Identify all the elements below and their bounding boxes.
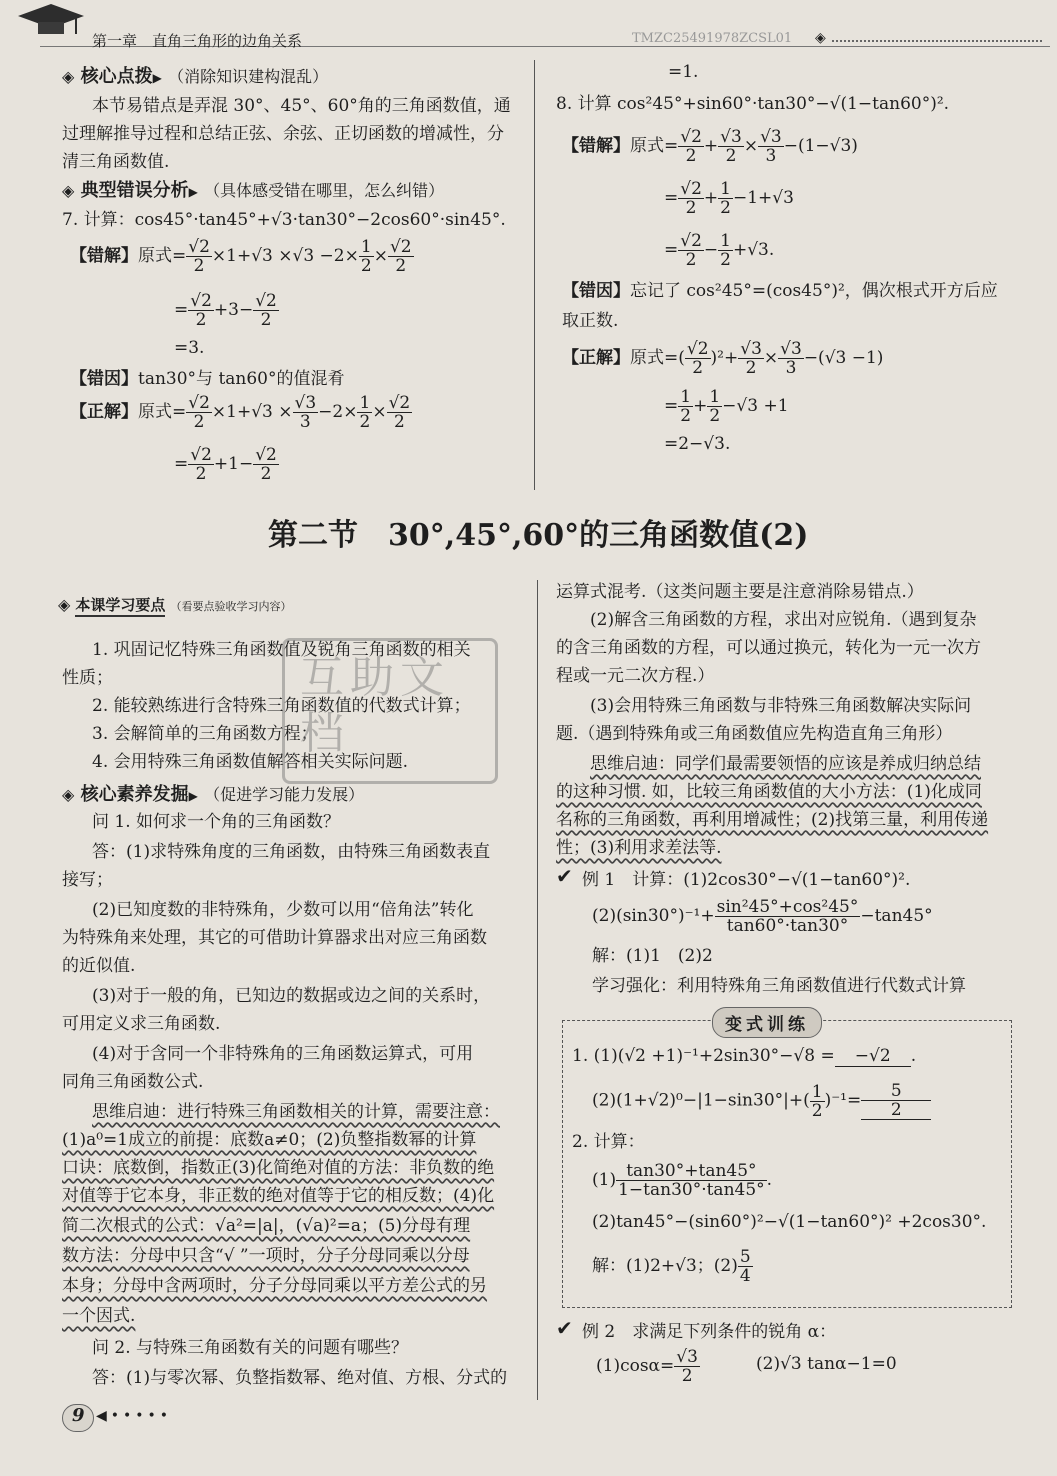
content-line-3: 的含三角函数的方程，可以通过换元，转化为一元一次方 — [556, 638, 981, 658]
q8-wrong-line-2: = $\frac{√2}{2}$ + $\frac{1}{2}$ −1+√3 — [664, 179, 794, 218]
r-thinking-line-4: 性；(3)利用求差法等. — [556, 838, 722, 858]
q7-wrong-line-1: 【错解】原式= $\frac{√2}{2}$ ×1+√3 ×√3 −2× $\frac{1}{2}$ × $\frac{√2}{2}$ — [70, 237, 412, 276]
thinking-line-7: 本身；分母中含两项时，分子分母同乘以平方差公式的另 — [62, 1276, 487, 1296]
sun-icon: ◈ — [62, 785, 75, 804]
key-point-2: 2. 能较熟练进行含特殊三角函数值的代数式计算； — [92, 696, 471, 716]
section-title: 第二节 30°,45°,60°的三角函数值(2) — [268, 518, 809, 553]
r-thinking-line-2: 的这种习惯. 如，比较三角函数值的大小方法：(1)化成同 — [556, 782, 982, 802]
dotted-rule — [832, 40, 1042, 42]
arrow-icon: ▶ — [188, 789, 198, 803]
content-line-4: 程或一元二次方程.） — [556, 666, 715, 686]
question-7: 7. 计算：cos45°·tan45°+√3·tan30°−2cos60°·sin45°. — [62, 210, 506, 230]
practice-1b-answer[interactable]: $\frac{5}{2}$ — [861, 1082, 931, 1120]
core-line-1: 本节易错点是弄混 30°、45°、60°角的三角函数值，通 — [92, 96, 511, 116]
thinking-line-4: 对值等于它本身，非正数的绝对值等于它的相反数；(4)化 — [62, 1186, 495, 1206]
content-line-2: (2)解含三角函数的方程，求出对应锐角.（遇到复杂 — [590, 610, 977, 630]
answer-3b: 可用定义求三角函数. — [62, 1014, 221, 1034]
question-1: 问 1. 如何求一个角的三角函数？ — [92, 812, 341, 832]
thinking-line-6: 数方法：分母中只含“√ ”一项时，分子分母同乘以分母 — [62, 1246, 470, 1266]
question-2: 问 2. 与特殊三角函数有关的问题有哪些？ — [92, 1338, 409, 1358]
sun-icon: ◈ — [58, 595, 71, 614]
key-point-1a: 1. 巩固记忆特殊三角函数值及锐角三角函数的相关 — [92, 640, 471, 660]
key-point-1b: 性质； — [62, 668, 113, 688]
example-1-answer: 解：(1)1 (2)2 — [592, 946, 713, 966]
q8-right-line-2: = $\frac{1}{2}$ + $\frac{1}{2}$ −√3 +1 — [664, 387, 789, 426]
answer-3a: (3)对于一般的角，已知边的数据或边之间的关系时， — [92, 986, 491, 1006]
answer-1a: 答：(1)求特殊角度的三角函数，由特殊三角函数表直 — [92, 842, 491, 862]
diamond-icon: ◈ — [815, 30, 826, 46]
q8-cause-2: 取正数. — [562, 311, 619, 331]
r-thinking-line-1: 思维启迪：同学们最需要领悟的应该是养成归纳总结 — [590, 754, 981, 774]
q8-right-line-3: =2−√3. — [664, 434, 731, 454]
practice-1a-answer[interactable]: −√2 — [835, 1046, 911, 1067]
column-divider-bottom — [537, 580, 538, 1400]
thinking-line-8: 一个因式. — [62, 1306, 136, 1326]
strengthen: 学习强化：利用特殊角三角函数值进行代数式计算 — [592, 976, 966, 996]
q7-wrong-line-2: = $\frac{√2}{2}$ +3− $\frac{√2}{2}$ — [174, 291, 277, 330]
q8-right-line-1: 【正解】原式=( $\frac{√2}{2}$ )²+ $\frac{√3}{2}$ × $\frac{√3}{3}$ −(√3 −1) — [562, 339, 884, 378]
q8-cause-1: 【错因】忘记了 cos²45°=(cos45°)²，偶次根式开方后应 — [562, 281, 998, 301]
practice-2b: (2)tan45°−(sin60°)²−√(1−tan60°)² +2cos30°. — [592, 1212, 987, 1232]
core-line-2: 过理解推导过程和总结正弦、余弦、正切函数的增减性，分 — [62, 124, 504, 144]
watermark-text: 互助文档 — [300, 652, 450, 759]
practice-2-answer: 解：(1)2+√3；(2) $\frac{5}{4}$ — [592, 1247, 751, 1286]
book-code: TMZC25491978ZCSL01 — [632, 31, 793, 46]
answer-1b: 接写； — [62, 870, 113, 890]
practice-2a: (1) $\frac{\tan 30^\circ+\tan 45^\circ}{1-\tan 30^\circ\cdot\tan 45^\circ}$ . — [592, 1161, 773, 1200]
sun-icon: ◈ — [62, 181, 75, 200]
q8-wrong-line-1: 【错解】原式= $\frac{√2}{2}$ + $\frac{√3}{2}$ × $\frac{√3}{3}$ −(1−√3) — [562, 127, 858, 166]
practice-title: 变式训练 — [712, 1007, 822, 1038]
q7-wrong-line-3: =3. — [174, 338, 205, 358]
thinking-line-2: (1)a⁰=1成立的前提：底数a≠0；(2)负整指数幂的计算 — [62, 1130, 477, 1150]
answer-5: 答：(1)与零次幂、负整指数幂、绝对值、方根、分式的 — [92, 1368, 508, 1388]
content-line-6: 题.（遇到特殊角或三角函数值应先构造直角三角形） — [556, 724, 953, 744]
core-line-3: 清三角函数值. — [62, 152, 170, 172]
key-point-4: 4. 会用特殊三角函数值解答相关实际问题. — [92, 752, 409, 772]
q8-wrong-line-3: = $\frac{√2}{2}$ − $\frac{1}{2}$ +√3. — [664, 231, 775, 270]
content-line-5: (3)会用特殊三角函数与非特殊三角函数解决实际问 — [590, 696, 972, 716]
example-1: 例 1 计算：(1)2cos30°−√(1−tan60°)². — [582, 870, 911, 890]
chapter-title: 第一章 直角三角形的边角关系 — [92, 32, 303, 50]
answer-2a: (2)已知度数的非特殊角，少数可以用“倍角法”转化 — [92, 900, 474, 920]
q7-right-line-2: = $\frac{√2}{2}$ +1− $\frac{√2}{2}$ — [174, 445, 277, 484]
page-number: 9 — [72, 1405, 85, 1426]
sun-icon: ◈ — [62, 67, 75, 86]
question-8: 8. 计算 cos²45°+sin60°·tan30°−√(1−tan60°)². — [556, 94, 950, 114]
practice-2: 2. 计算： — [572, 1132, 645, 1152]
q7-right-line-1: 【正解】原式= $\frac{√2}{2}$ ×1+√3 × $\frac{√3}{3}$ −2× $\frac{1}{2}$ × $\frac{√2}{2}$ — [70, 393, 411, 432]
q7-cause: 【错因】tan30°与 tan60°的值混肴 — [70, 369, 345, 389]
example-1-part-2: (2)(sin30°)⁻¹+ $\frac{\text{sin²45°+cos²45°}}{\tan 60^\circ\cdot\tan 30^\circ}$ −tan45° — [592, 897, 933, 936]
check-icon: ✔ — [556, 864, 573, 888]
graduation-cap-icon — [16, 2, 86, 42]
example-2b: (2)√3 tanα−1=0 — [756, 1354, 897, 1374]
q7-end: =1. — [668, 62, 699, 82]
content-line-1: 运算式混考.（这类问题主要是注意消除易错点.） — [556, 582, 924, 602]
core-title: ◈ 核心点拨▶ （消除知识建构混乱） — [62, 66, 329, 87]
example-2a: (1)cosα= $\frac{√3}{2}$ — [596, 1347, 698, 1386]
column-divider-top — [534, 60, 535, 490]
answer-2b: 为特殊角来处理，其它的可借助计算器求出对应三角函数 — [62, 928, 487, 948]
arrow-icon: ▶ — [188, 185, 198, 199]
error-title: ◈ 典型错误分析▶ （具体感受错在哪里，怎么纠错） — [62, 180, 445, 201]
r-thinking-line-3: 名称的三角函数，再利用增减性；(2)找第三量，利用传递 — [556, 810, 989, 830]
answer-2c: 的近似值. — [62, 956, 136, 976]
thinking-line-1: 思维启迪：进行特殊三角函数相关的计算，需要注意： — [92, 1102, 500, 1122]
check-icon: ✔ — [556, 1316, 573, 1340]
example-2: 例 2 求满足下列条件的锐角 α： — [582, 1322, 837, 1342]
thinking-line-3: 口诀：底数倒，指数正(3)化简绝对值的方法：非负数的绝 — [62, 1158, 495, 1178]
practice-1b: (2)(1+√2)⁰−|1−sin30°|+( $\frac{1}{2}$ )⁻¹= $\frac{5}{2}$ — [592, 1082, 931, 1120]
answer-4a: (4)对于含同一个非特殊角的三角函数运算式，可用 — [92, 1044, 474, 1064]
answer-4b: 同角三角函数公式. — [62, 1072, 204, 1092]
key-points-title: ◈ 本课学习要点 （看要点验收学习内容） — [58, 594, 292, 615]
thinking-line-5: 简二次根式的公式：√a²=|a|，(√a)²=a；(5)分母有理 — [62, 1216, 471, 1236]
arrow-icon: ▶ — [152, 71, 162, 85]
key-point-3: 3. 会解简单的三角函数方程； — [92, 724, 318, 744]
literacy-title: ◈ 核心素养发掘▶ （促进学习能力发展） — [62, 784, 365, 805]
page-dots: ◀••••• — [96, 1408, 173, 1424]
practice-1a: 1. (1)(√2 +1)⁻¹+2sin30°−√8 = −√2 . — [572, 1046, 917, 1066]
